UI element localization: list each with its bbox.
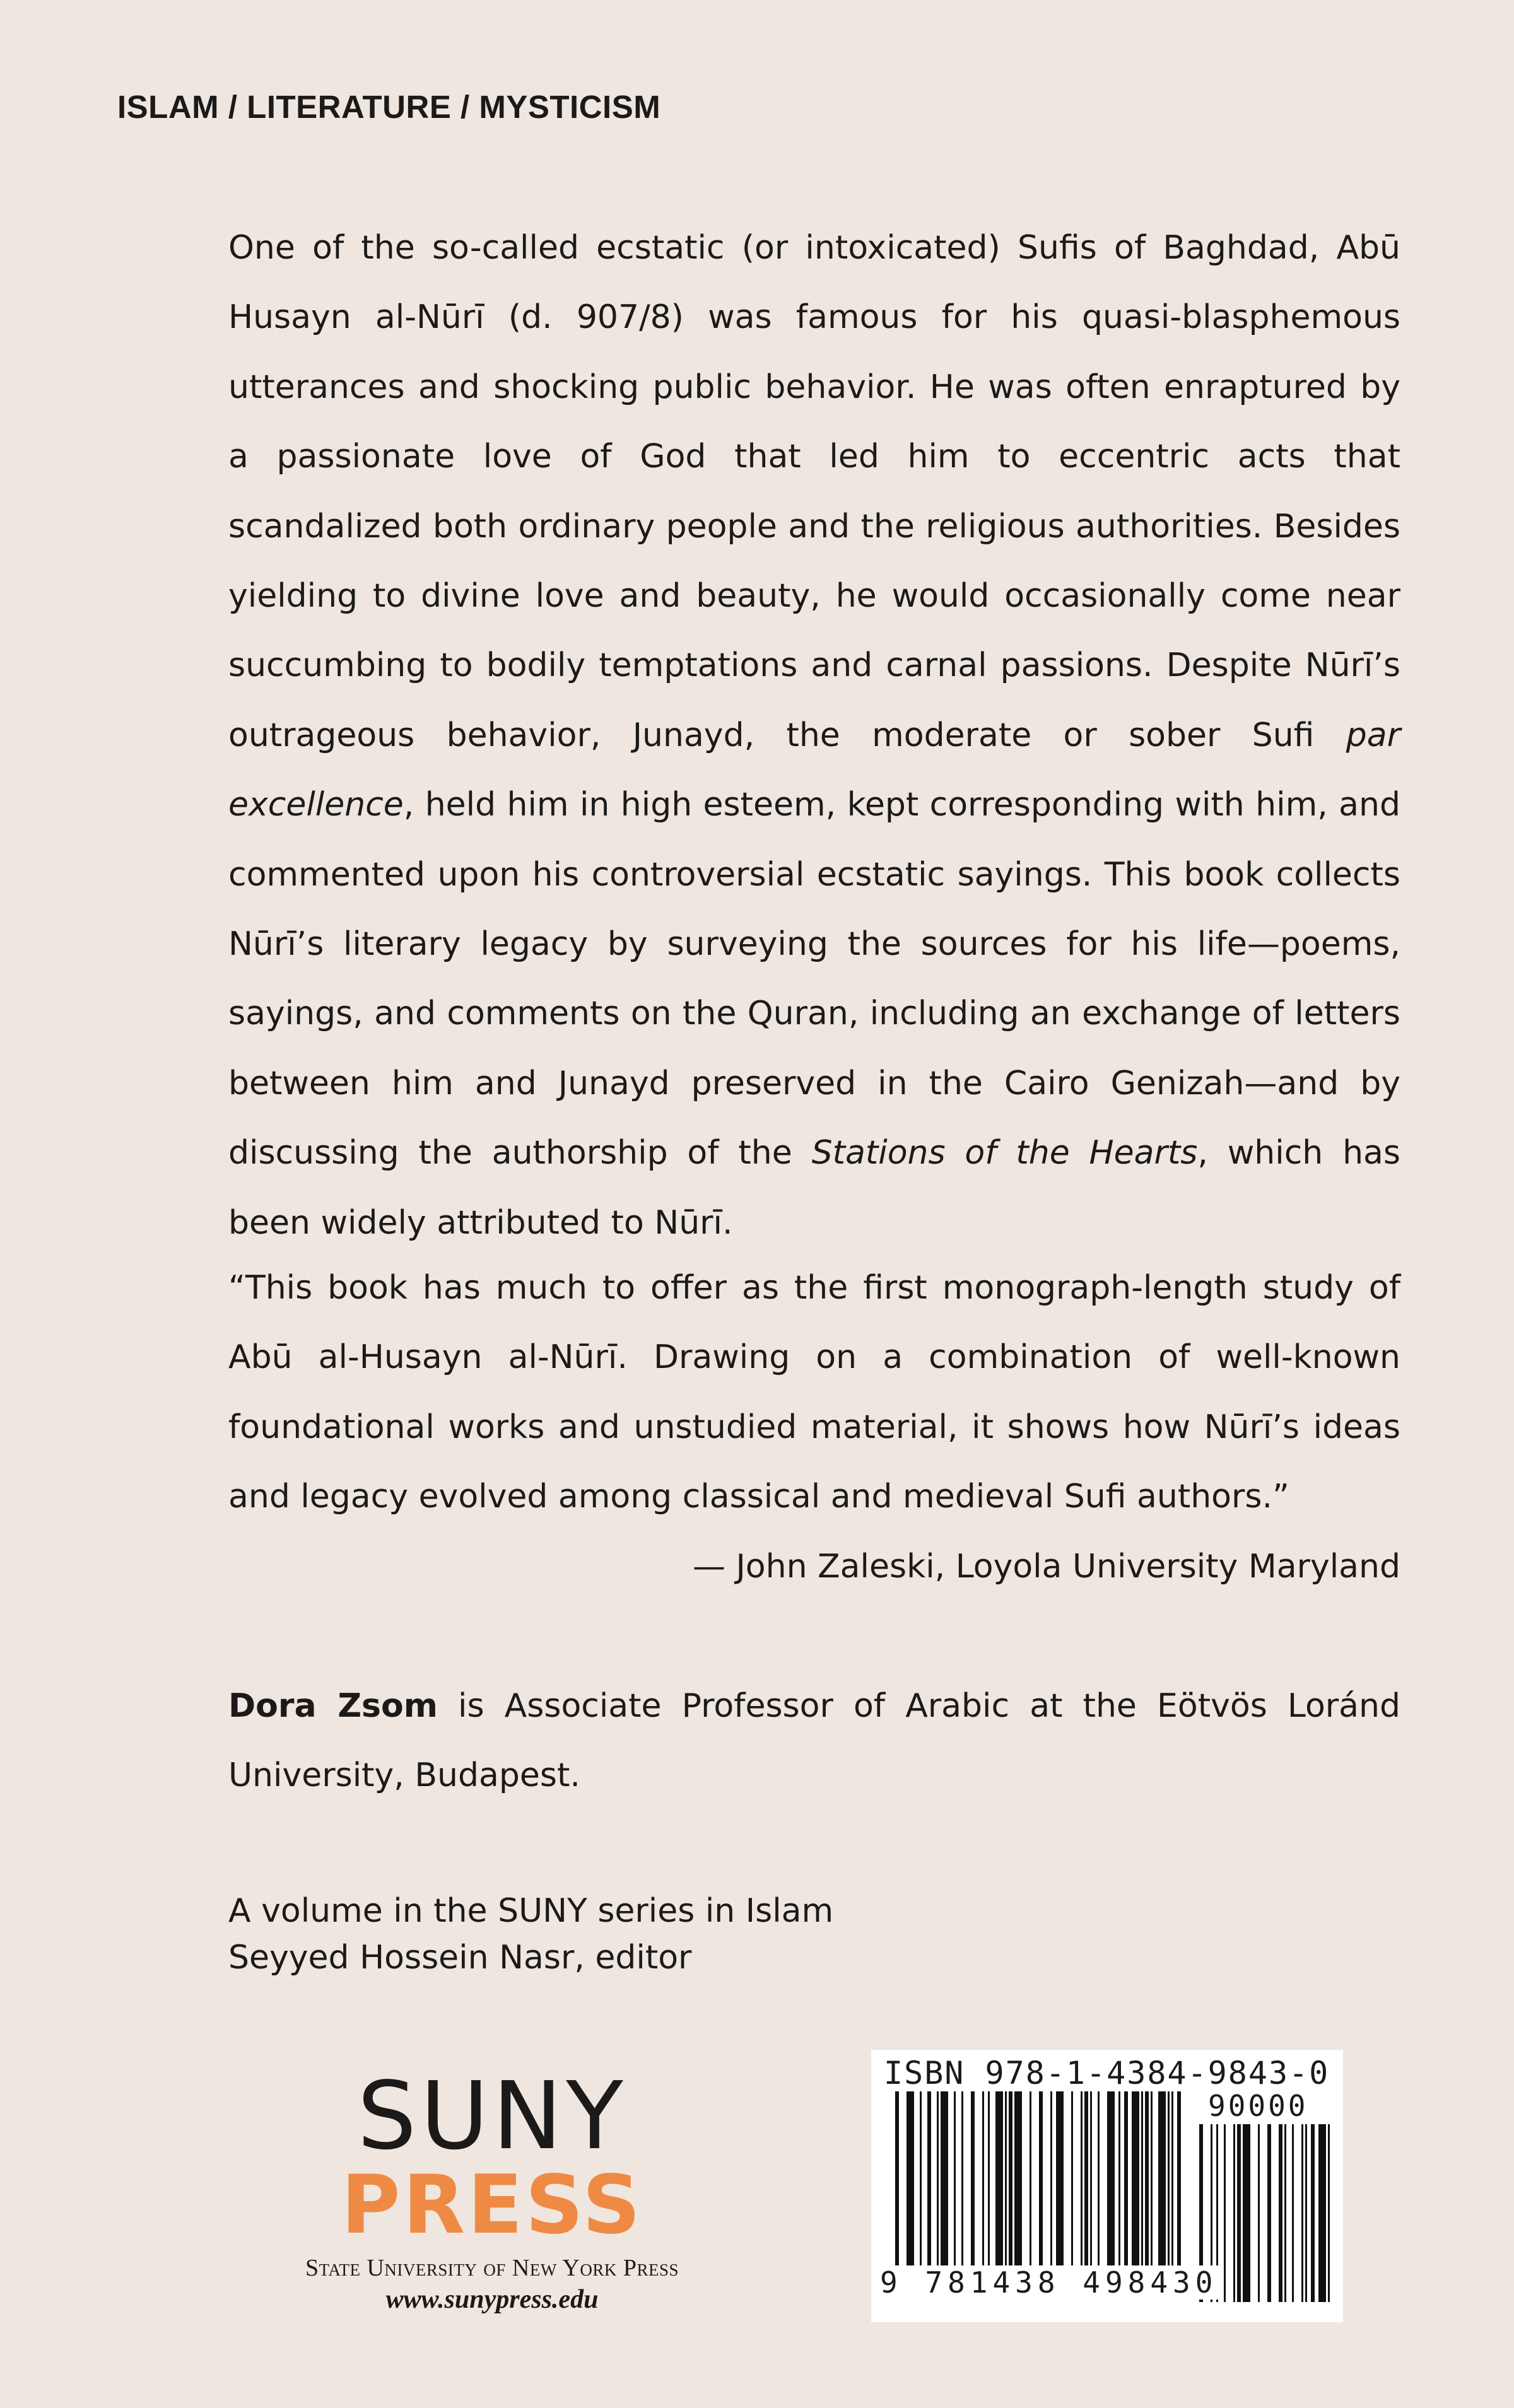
barcode-bar [937,2091,939,2265]
barcode-bar [961,2091,963,2265]
barcode-bar [971,2091,975,2265]
barcode-bar [1050,2091,1052,2265]
barcode-bar [1005,2091,1007,2265]
barcode-bar [1279,2124,1282,2302]
endorsement [228,1253,1400,1601]
description-paragraph [228,213,1400,1258]
barcode-bar [954,2091,956,2265]
barcode-bar [1084,2091,1088,2265]
barcode-bar [1311,2124,1315,2302]
author-name: Dora Zsom [228,1687,438,1725]
series-title: A volume in the SUNY series in Islam [228,1892,834,1930]
barcode-bar [1243,2124,1250,2302]
barcode-bar [1014,2091,1022,2265]
description-text-3: , which has been widely attributed to Nūrī. [228,1134,1401,1242]
barcode-bar [1098,2091,1100,2265]
publisher-name: State University of New York Press [305,2255,679,2281]
barcode-bar [1328,2124,1330,2302]
category-heading: ISLAM / LITERATURE / MYSTICISM [117,89,661,125]
barcode-bar [1107,2091,1115,2265]
barcode-bar [1237,2124,1241,2302]
barcode-bar [1292,2124,1294,2302]
barcode-bar [1301,2124,1303,2302]
isbn-label: ISBN 978-1-4384-9843-0 [884,2055,1330,2091]
description-text-1: One of the so-called ecstatic (or intoxicated) Sufis of Baghdad, Abū Husayn al-Nūrī (d. 907/8) was famous for his quasi-blasphemous utterances and shocking public behavior. He was often enraptured by a passionate love of God that led him to eccentric acts that scandalized both ordinary people and the religious authorities. Besides yielding to divine love and beauty, he would occasionally come near succumbing to bodily temptations and carnal passions. Despite Nūrī’s outrageous behavior, Junayd, the moderate or sober Sufi [228,229,1400,754]
barcode-bar [1009,2091,1012,2265]
logo-press-wordmark: PRESS [341,2158,643,2252]
barcode-bar [927,2091,931,2265]
isbn-barcode [871,2050,1343,2322]
barcode-bar [1305,2124,1307,2302]
author-bio-paragraph [228,1671,1400,1811]
barcode-bar [1158,2091,1166,2265]
author-bio-text: is Associate Professor of Arabic at the Eötvös Loránd University, Budapest. [228,1687,1400,1795]
barcode-bar [920,2091,922,2265]
publisher-url: www.sunypress.edu [385,2285,599,2314]
barcode-bar [1145,2091,1149,2265]
barcode-main-digits: 9 781438 498430 [880,2265,1221,2300]
barcode-addon-digits: 90000 [1208,2089,1308,2123]
barcode-bar [988,2091,990,2265]
barcode-bar [1118,2091,1120,2265]
description-italic-2: Stations of the Hearts [811,1134,1198,1172]
barcode-bar [1168,2091,1170,2265]
description-italic-1: par excellence [228,716,1400,824]
barcode-bar [1090,2091,1092,2265]
endorsement-attribution: — John Zaleski, Loyola University Maryland [692,1547,1400,1586]
series-info [228,1888,833,1981]
barcode-bar [1318,2124,1326,2302]
barcode-bar [1267,2124,1271,2302]
barcode-bar [1171,2091,1173,2265]
barcode-bar [1071,2091,1073,2265]
barcode-bar [941,2091,948,2265]
barcode-bar [1039,2091,1043,2265]
publisher-logo [278,2062,707,2315]
barcode-bar [1056,2091,1064,2265]
barcode-bar [907,2091,914,2284]
logo-suny-wordmark: SUNY [357,2062,627,2170]
barcode-bar [995,2091,1003,2265]
book-description [228,213,1400,1258]
barcode-bar [1258,2124,1260,2302]
description-text-2: , held him in high esteem, kept corresponding with him, and commented upon his controversial ecstatic sayings. This book collects Nūrī’s literary legacy by surveying the sources for his life—poems, sayings, and comments on the Quran, including an exchange of letters between him and Junayd preserved in the Cairo Genizah—and by discussing the authorship of the [228,786,1400,1172]
barcode-bar [895,2091,899,2284]
barcode-bar [1151,2091,1153,2265]
barcode-bar [1177,2091,1181,2284]
barcode-bar [1124,2091,1128,2265]
barcode-bar [1141,2091,1143,2265]
barcode-bar [1233,2124,1235,2302]
endorsement-quote: “This book has much to offer as the first monograph-length study of Abū al-Husayn al-Nūrī. Drawing on a combination of well-known foundational works and unstudied material, it shows how Nūrī’s ideas and legacy evolved among classical and medieval Sufi authors.” [228,1269,1400,1516]
barcode-bar [1081,2091,1083,2265]
barcode-bar [982,2091,984,2265]
barcode-bar [1224,2124,1226,2302]
barcode-bar [1132,2091,1139,2265]
author-bio [228,1671,1400,1811]
barcode-bar [1284,2124,1286,2302]
barcode-bar [1030,2091,1031,2265]
series-editor: Seyyed Hossein Nasr, editor [228,1939,692,1977]
